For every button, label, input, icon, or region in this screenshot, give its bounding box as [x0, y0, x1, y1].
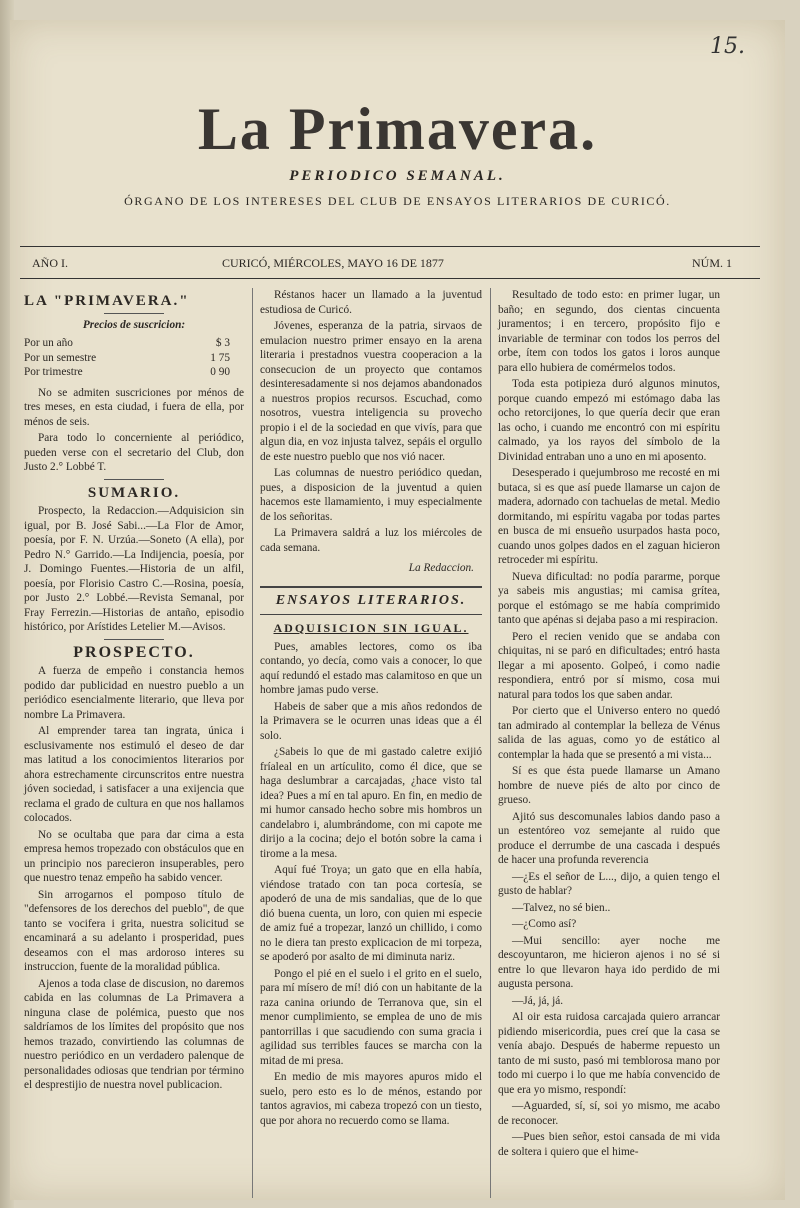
column-rule: [490, 288, 491, 1198]
contact-note: Para todo lo concerniente al periódico, pueden verse con el secretario del Club, don Justo 2.° Lobbé T.: [24, 432, 244, 473]
dialogue-line: —Mui sencillo: ayer noche me descoyuntaron, me hicieron ajenos i no sé si entre lo que llevaron haya ido perdido de mi augusta persona.: [498, 934, 720, 990]
dialogue-line: —Já, já, já.: [512, 994, 564, 1007]
article-paragraph: Ajitó sus descomunales labios dando paso a un estentóreo voz semejante al ruido que produce el derrumbe de una cascada i después de hacer una profunda reverencia: [498, 810, 720, 866]
place-date: CURICÓ, MIÉRCOLES, MAYO 16 DE 1877: [222, 256, 444, 270]
top-rule: [20, 246, 760, 247]
article-heading: ADQUISICION SIN IGUAL.: [273, 621, 469, 635]
column-2: [260, 288, 482, 1130]
article-paragraph: Réstanos hacer un llamado a la juventud estudiosa de Curicó.: [260, 289, 482, 316]
article-paragraph: Habeis de saber que a mis años redondos de la Primavera se le ocurren unas ideas que a él solo.: [260, 700, 482, 742]
prospecto-paragraph: Sin arrogarnos el pomposo título de "defensores de los derechos del pueblo", de que tanto se vocifera i grita, nuestra solicitud se encaminará a su adelanto i prosperidad, pues deseamos con el mas ardoroso interes su instruccion, fuente de la moralidad pública.: [24, 888, 244, 973]
article-paragraph: Aquí fué Troya; un gato que en ella había, viéndose tratado con tan poca cortesía, se apoderó de una de mis sandalias, que de lo que dió buena cuenta, un loro, con quien mi especie de amiz fué a tropezar, lanzó un chillido, i como no le diera tan presto explicacion de mi torpeza, se apoderó por asalto de mi diminuta nariz.: [260, 864, 482, 963]
paper-heading: LA "PRIMAVERA.": [24, 293, 190, 309]
article-paragraph: Pongo el pié en el suelo i el grito en el suelo, para mí mísero de mí! dió con un habitante de la raza canina oriundo de Terranova que, sin el menor cumplimiento, se emplea de uno de mis pantorrillas i que sacudiendo con suma gracia i agilidad sus terribles fauces se marcha con la mitad de mi presa.: [260, 967, 482, 1067]
article-paragraph: Pues, amables lectores, como os iba contando, yo decía, como vais a conocer, lo que aquí redundó el estado mas calamitoso en que un hombre jamas pudo verse.: [260, 640, 482, 696]
sumario-text: Prospecto, la Redaccion.—Adquisicion sin igual, por B. José Sabi...—La Flor de Amor, poesía, por F. N. Urzúa.—Soneto (A ella), por Pedro N.° Garrido.—La Indijencia, poesía, por J. Domingo Fuentes.—Historia de un alfil, poesía, por Florisio Castro C.—Rosina, poesía, por Justo 2.° Lobbé.—Revista Semanal, por Fray Ferrezin.—Historias de antaño, episodio histórico, por Arístides Letelier M.—Avisos.: [24, 505, 244, 633]
sumario-heading: SUMARIO.: [87, 484, 181, 501]
article-paragraph: Resultado de todo esto: en primer lugar, un baño; en segundo, dos cientas cincuenta juramentos; i en tercero, propósito fijo e invariable de terminar con todos los perros del orbe, ítem con todos los gatos i loros aunque para ello hubiera de comérmelos todos.: [498, 289, 720, 374]
column-rule: [252, 288, 253, 1198]
column-1: [24, 288, 244, 1095]
dialogue-line: —Talvez, no sé bien..: [512, 901, 611, 914]
prospecto-heading: PROSPECTO.: [73, 643, 195, 661]
divider: [104, 639, 164, 640]
prospecto-paragraph: No se ocultaba que para dar cima a esta empresa hemos tropezado con obstáculos que en un principio nos parecieron insuperables, pero que nuestro tenaz empeño ha sabido vencer.: [24, 828, 244, 884]
article-paragraph: La Primavera saldrá a luz los miércoles de cada semana.: [260, 527, 482, 554]
section-heading: ENSAYOS LITERARIOS.: [275, 592, 467, 608]
signature: La Redaccion.: [408, 562, 474, 574]
year-label: AÑO I.: [32, 256, 68, 270]
price-row: Por un semestre 1 75: [24, 351, 230, 364]
article-paragraph: Nueva dificultad: no podía pararme, porque ya sabeis mis angustias; mi camisa grítea, porque el estómago se me había comprimido tanto que apénas si dejaba paso a mi respiracion.: [498, 570, 720, 626]
article-paragraph: Al oir esta ruidosa carcajada quiero arrancar pidiendo misericordia, pues creí que la casa se venía abajo. Después de haberme repuesto un tanto de mi susto, pasó mi temblorosa mano por todo mi cuerpo i lo que me había convencido de que era yo mismo, respondí:: [498, 1011, 720, 1096]
masthead-subtitle: PERIODICO SEMANAL.: [289, 168, 506, 184]
issue-number: NÚM. 1: [691, 256, 732, 270]
article-paragraph: Pero el recien venido que se andaba con chiquitas, ni se paró en dificultades; entró hasta llegar a mi aposento. Golpeó, i como nadie respondiera, entró por sí mismo, cosa mui natural para todos los que saben andar.: [498, 630, 720, 701]
section-box: [260, 586, 482, 616]
dialogue-line: —Pues bien señor, estoi cansada de mi vida de soltera i quiero que el hime-: [498, 1131, 720, 1158]
dateline-rule: [20, 278, 760, 279]
price-row: Por trimestre 0 90: [24, 366, 230, 378]
divider: [104, 313, 164, 314]
subscription-note: No se admiten suscriciones por ménos de tres meses, en esta ciudad, i fuera de ella, por ménos de seis.: [24, 386, 244, 428]
article-paragraph: Toda esta potipieza duró algunos minutos, porque cuando empezó mi estómago daba las ocho retorcijones, lo que quería decir que eran las ocho, i cuando me encontró con mi espíritu calmado, ya los rayos del símbolo de la Divinidad entraban uno a uno en mi aposento.: [498, 378, 720, 463]
price-row: Por un año $ 3: [24, 337, 230, 349]
dateline: [32, 256, 752, 276]
article-paragraph: Jóvenes, esperanza de la patria, sirvaos de emulacion nuestro primer ensayo en la arena literaria i prestadnos vuestra cooperacion a la consecucion de un proyecto que contamos desinteresadamente si nos dejamos abandonados a nuestros propios recursos. Escuchad, como nosotros, vuestra inteligencia su provecho propio i el de la sociedad en que vivís, para que algun dia, en voz injusta talvez, sepáis el orgullo de este nuestro pueblo que nos vió nacer.: [260, 320, 482, 463]
prospecto-paragraph: A fuerza de empeño i constancia hemos podido dar publicidad en nuestro pueblo a un periódico esencialmente literario, que lleva por nombre La Primavera.: [24, 665, 244, 721]
masthead-organ: ÓRGANO DE LOS INTERESES DEL CLUB DE ENSAYOS LITERARIOS DE CURICÓ.: [124, 194, 671, 208]
newspaper-page: [10, 20, 785, 1200]
page-number: 15.: [710, 34, 745, 59]
prices-heading: Precios de suscricion:: [82, 318, 186, 331]
dialogue-line: —Aguarded, sí, sí, soi yo mismo, me acabo de reconocer.: [498, 1100, 720, 1127]
masthead-title: La Primavera.: [197, 96, 598, 162]
article-paragraph: En medio de mis mayores apuros mido el suelo, pero esto es lo de ménos, estando por tantos agravios, mi cabeza tropezó con un tiesto, que por ahora no recuerdo como se llama.: [260, 1071, 482, 1127]
prospecto-paragraph: Al emprender tarea tan ingrata, única i esclusivamente nos estimuló el deseo de dar mas latitud a los conocimientos literarios por ahora estrechamente circunscritos entre nuestra jóven sociedad, i satisfacer a una exijencia que reclama el grado de cultura en que nos hallamos colocados.: [24, 725, 244, 824]
dialogue-line: —¿Como así?: [512, 918, 577, 930]
prospecto-paragraph: Ajenos a toda clase de discusion, no daremos cabida en las columnas de La Primavera a ninguna clase de polémica, puesto que nos saldríamos de los límites del propósito que nos hemos trazado, convirtiendo las columnas de nuestro periódico en un verdadero palenque de personalidades odiosas que tendrian por término el desprestijio de nuestra novel publicacion.: [24, 977, 244, 1091]
article-paragraph: Sí es que ésta puede llamarse un Amano hombre de nueve piés de alto por cinco de grueso.: [498, 765, 720, 806]
article-paragraph: Desesperado i quejumbroso me recosté en mi butaca, si es que así puede llamarse un cajon de madera, adornado con tachuelas de metal. Medio dormitando, mi espíritu vagaba por todas partes en busca de mi ensueño usurpados hasta poco, cuando unos golpes dados en el zaguan hicieron retroceder mi espíritu.: [498, 467, 720, 566]
article-paragraph: ¿Sabeis lo que de mi gastado caletre exijió fríaleal en un artículito, como él dice, que se haga deslumbrar a carcajadas, ¿hace visto tal idea? Pues a mí en tal apuro. En fin, en medio de mi humor cansado hecho sobre mis hombros un candelabro i, alumbrándome, con mi capote me dirijo a la cocina; dejo el botón sobre la cama i tirome a la mesa.: [260, 746, 482, 860]
divider: [104, 479, 164, 480]
dialogue-line: —¿Es el señor de L..., dijo, a quien tengo el gusto de hablar?: [498, 870, 720, 897]
prices-list: [24, 336, 244, 380]
article-paragraph: Por cierto que el Universo entero no quedó tan admirado al contemplar la belleza de Vénus salida de las aguas, como yo de estático al contemplar la hada que se presentó a mi vista...: [498, 705, 720, 761]
article-paragraph: Las columnas de nuestro periódico quedan, pues, a disposicion de la juventud a quien hacemos este llamamiento, i muy especialmente de los señoritas.: [260, 467, 482, 523]
column-3: [498, 288, 720, 1161]
